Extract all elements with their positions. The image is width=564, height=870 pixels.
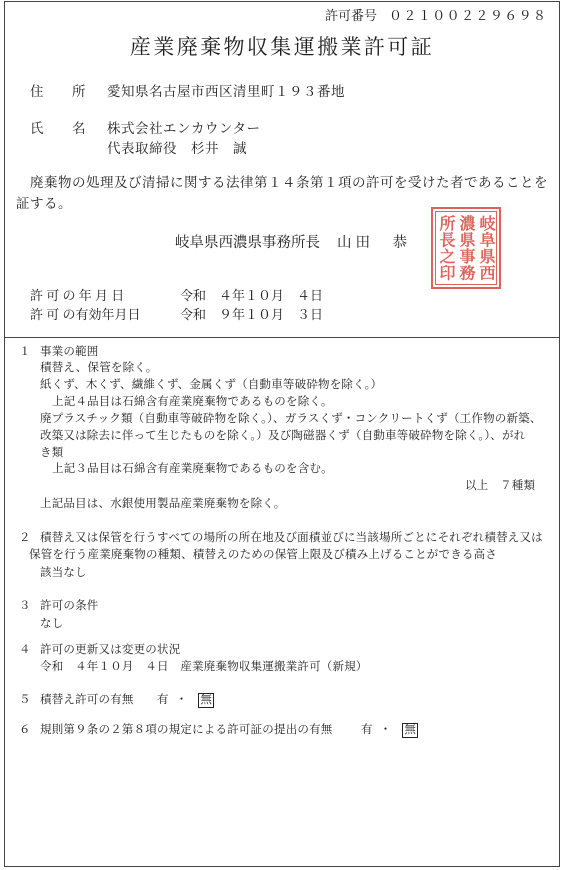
scope-line: 積替え、保管を除く。: [40, 362, 158, 374]
section-heading: 積替え許可の有無: [40, 694, 134, 706]
certification-line: 証する。: [16, 196, 72, 211]
section-answer: 該当なし: [40, 567, 87, 579]
official-seal: [431, 207, 501, 289]
section-number: ６: [19, 724, 31, 736]
certificate-submission-options: [361, 723, 418, 738]
transfer-permit-options: [157, 693, 214, 708]
section-number: ３: [19, 600, 31, 612]
section-heading: 保管を行う産業廃棄物の種類、積替えのための保管上限及び積み上げることができる高さ: [29, 549, 497, 561]
section-answer: なし: [40, 618, 64, 630]
section-divider: [4, 337, 560, 338]
option-separator: ・: [379, 724, 392, 736]
section-heading: 規則第９条の２第８項の規定による許可証の提出の有無: [40, 724, 333, 736]
permit-date-label: 許 可 の 年 月 日: [30, 288, 125, 303]
scope-line: 廃プラスチック類（自動車等破砕物を除く。）、ガラスくず・コンクリートくず（工作物の新築、: [40, 413, 542, 425]
section-number: ５: [19, 694, 31, 706]
section-heading: 許可の更新又は変更の状況: [40, 644, 181, 656]
issuer-office: 岐阜県西濃県事務所長: [175, 235, 320, 251]
issuer-person: 山田 恭: [337, 235, 411, 251]
section-heading: 許可の条件: [40, 600, 99, 612]
permit-number-value: ０２１００２２９６９８: [389, 8, 548, 23]
company-name: 株式会社エンカウンター: [107, 121, 261, 136]
option-yes: 有: [157, 694, 169, 706]
section-number: ４: [19, 644, 31, 656]
option-separator: ・: [175, 694, 188, 706]
scope-total: 以上 ７種類: [465, 480, 536, 492]
name-label: 氏 名: [30, 121, 86, 136]
permit-number-row: [325, 8, 547, 24]
document-title: 産業廃棄物収集運搬業許可証: [129, 35, 435, 59]
section-number: ２: [19, 532, 31, 544]
scope-line: 上記３品目は石綿含有産業廃棄物であるものを含む。: [52, 463, 333, 475]
scope-line: 紙くず、木くず、繊維くず、金属くず（自動車等破砕物を除く。）: [40, 379, 383, 391]
section-heading: 積替え又は保管を行うすべての場所の所在地及び面積並びに当該場所ごとにそれぞれ積替え又は: [40, 532, 543, 544]
permit-number-label: 許可番号: [325, 8, 378, 23]
representative-name: 代表取締役 杉井 誠: [107, 141, 247, 156]
seal-lettering: 岐阜県西濃県事務所長之印: [437, 215, 494, 281]
section-number: １: [19, 346, 31, 358]
option-no: 無: [200, 694, 213, 706]
scope-line: 改築又は除去に伴って生じたものを除く。）及び陶磁器くず（自動車等破砕物を除く。）、がれ: [40, 430, 526, 442]
section-answer: 令和 ４年１０月 ４日 産業廃棄物収集運搬業許可（新規）: [40, 661, 368, 673]
permit-date-value: 令和 ４年１０月 ４日: [180, 288, 324, 303]
scope-note: 上記品目は、水銀使用製品産業廃棄物を除く。: [40, 498, 286, 510]
scope-line: 上記４品目は石綿含有産業廃棄物であるものを除く。: [52, 396, 333, 408]
option-no: 無: [404, 724, 417, 736]
scope-line: き類: [40, 447, 64, 459]
certification-line: 廃棄物の処理及び清掃に関する法律第１４条第１項の許可を受けた者であることを: [30, 175, 548, 190]
expiry-date-value: 令和 ９年１０月 ３日: [180, 307, 324, 322]
expiry-date-label: 許 可 の有効年月日: [30, 307, 141, 322]
option-yes: 有: [361, 724, 373, 736]
section-heading: 事業の範囲: [40, 346, 99, 358]
address-label: 住 所: [30, 84, 86, 99]
address-value: 愛知県名古屋市西区清里町１９３番地: [107, 84, 345, 99]
